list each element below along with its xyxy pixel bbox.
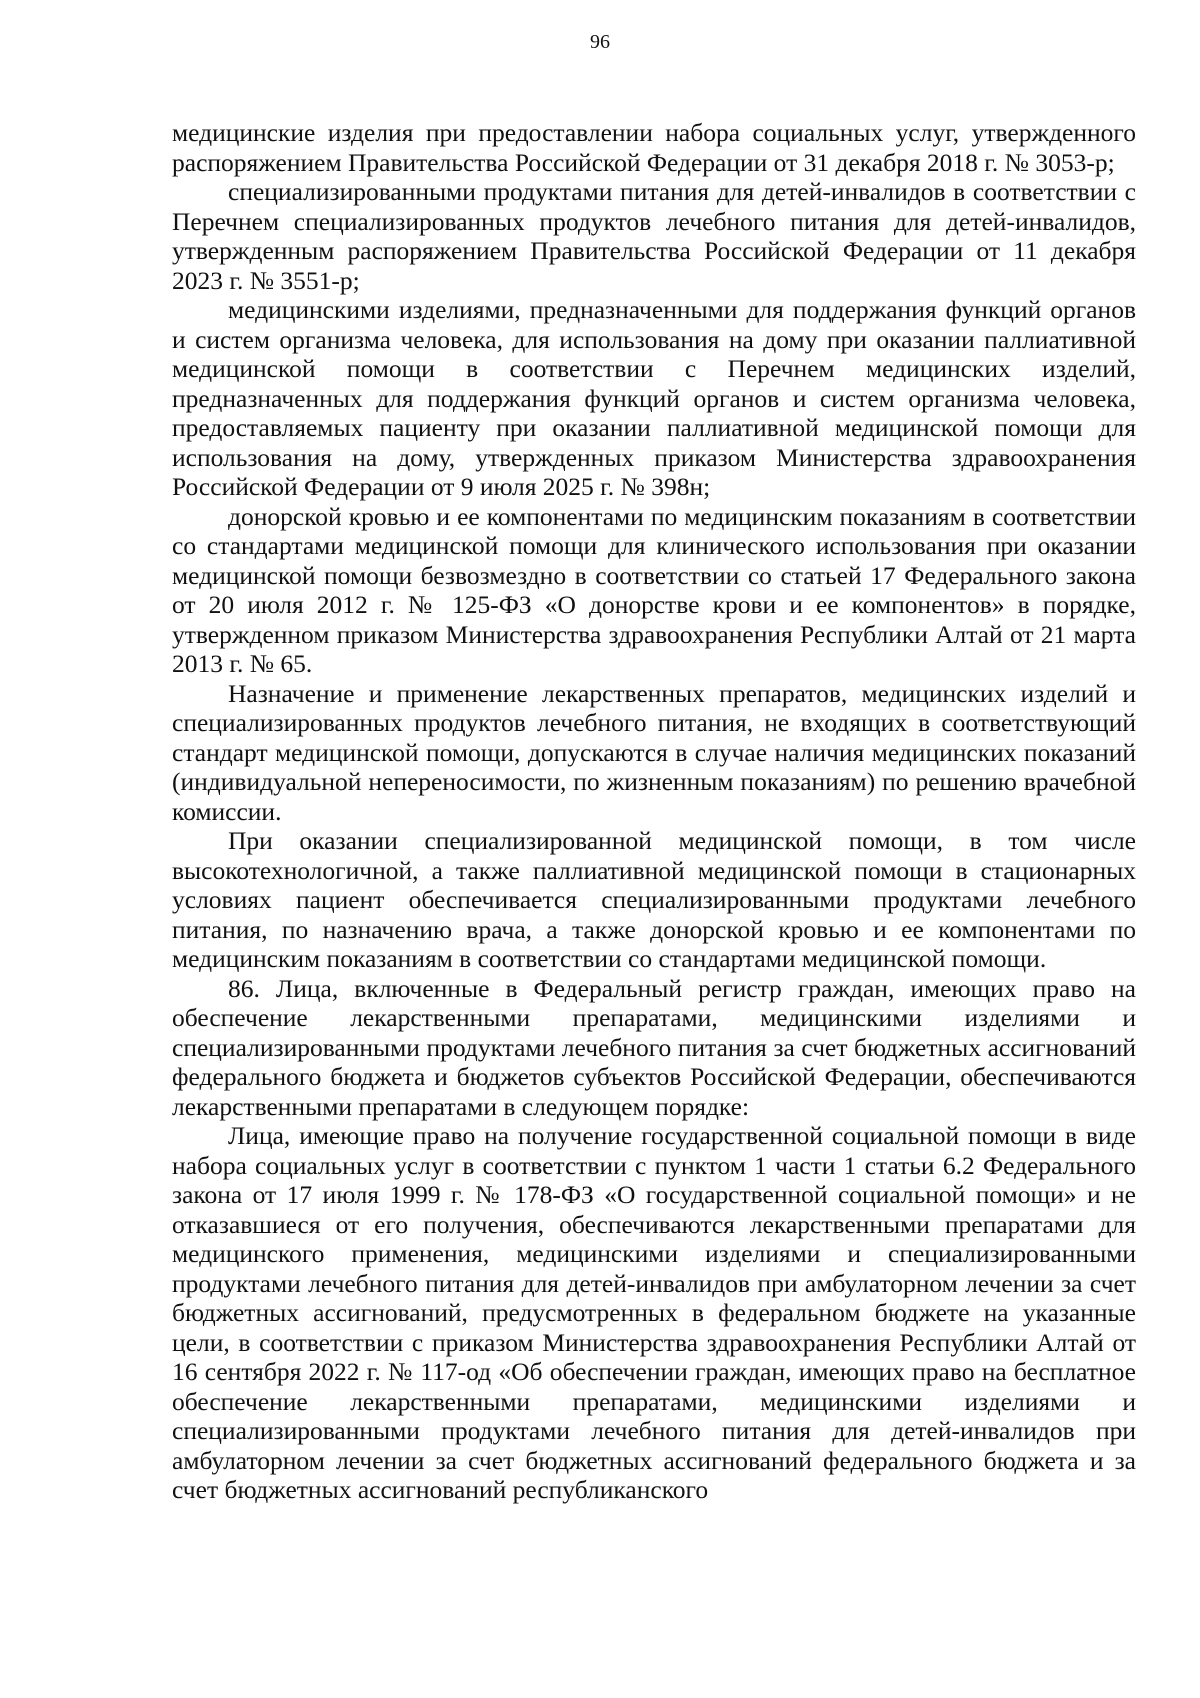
paragraph-2: специализированными продуктами питания для детей-инвалидов в соответствии с Перечнем специализированных продуктов лечебного питания для детей-инвалидов, утвержденным распоряжением Правительства Российской Федерации от 11 декабря 2023 г. № 3551-р; [172,177,1136,295]
paragraph-3: медицинскими изделиями, предназначенными для поддержания функций органов и систем организма человека, для использования на дому при оказании паллиативной медицинской помощи в соответствии с Перечнем медицинских изделий, предназначенных для поддержания функций органов и систем организма человека, предоставляемых пациенту при оказании паллиативной медицинской помощи для использования на дому, утвержденных приказом Министерства здравоохранения Российской Федерации от 9 июля 2025 г. № 398н; [172,295,1136,501]
paragraph-8: Лица, имеющие право на получение государственной социальной помощи в виде набора социальных услуг в соответствии с пунктом 1 части 1 статьи 6.2 Федерального закона от 17 июля 1999 г. № 178-ФЗ «О государственной социальной помощи» и не отказавшиеся от его получения, обеспечиваются лекарственными препаратами для медицинского применения, медицинскими изделиями и специализированными продуктами лечебного питания для детей-инвалидов при амбулаторном лечении за счет бюджетных ассигнований, предусмотренных в федеральном бюджете на указанные цели, в соответствии с приказом Министерства здравоохранения Республики Алтай от 16 сентября 2022 г. № 117-од «Об обеспечении граждан, имеющих право на бесплатное обеспечение лекарственными препаратами, медицинскими изделиями и специализированными продуктами лечебного питания для детей-инвалидов при амбулаторном лечении за счет бюджетных ассигнований федерального бюджета и за счет бюджетных ассигнований республиканского [172,1121,1136,1504]
paragraph-7: 86. Лица, включенные в Федеральный регистр граждан, имеющих право на обеспечение лекарственными препаратами, медицинскими изделиями и специализированными продуктами лечебного питания за счет бюджетных ассигнований федерального бюджета и бюджетов субъектов Российской Федерации, обеспечиваются лекарственными препаратами в следующем порядке: [172,973,1136,1121]
page-number: 96 [590,31,610,53]
document-body [172,118,1136,1505]
paragraph-5: Назначение и применение лекарственных препаратов, медицинских изделий и специализированных продуктов лечебного питания, не входящих в соответствующий стандарт медицинской помощи, допускаются в случае наличия медицинских показаний (индивидуальной непереносимости, по жизненным показаниям) по решению врачебной комиссии. [172,678,1136,826]
paragraph-4: донорской кровью и ее компонентами по медицинским показаниям в соответствии со стандартами медицинской помощи для клинического использования при оказании медицинской помощи безвозмездно в соответствии со статьей 17 Федерального закона от 20 июля 2012 г. № 125-ФЗ «О донорстве крови и ее компонентов» в порядке, утвержденном приказом Министерства здравоохранения Республики Алтай от 21 марта 2013 г. № 65. [172,501,1136,678]
paragraph-6: При оказании специализированной медицинской помощи, в том числе высокотехнологичной, а также паллиативной медицинской помощи в стационарных условиях пациент обеспечивается специализированными продуктами лечебного питания, по назначению врача, а также донорской кровью и ее компонентами по медицинским показаниям в соответствии со стандартами медицинской помощи. [172,826,1136,973]
paragraph-1: медицинские изделия при предоставлении набора социальных услуг, утвержденного распоряжением Правительства Российской Федерации от 31 декабря 2018 г. № 3053-р; [172,118,1136,177]
